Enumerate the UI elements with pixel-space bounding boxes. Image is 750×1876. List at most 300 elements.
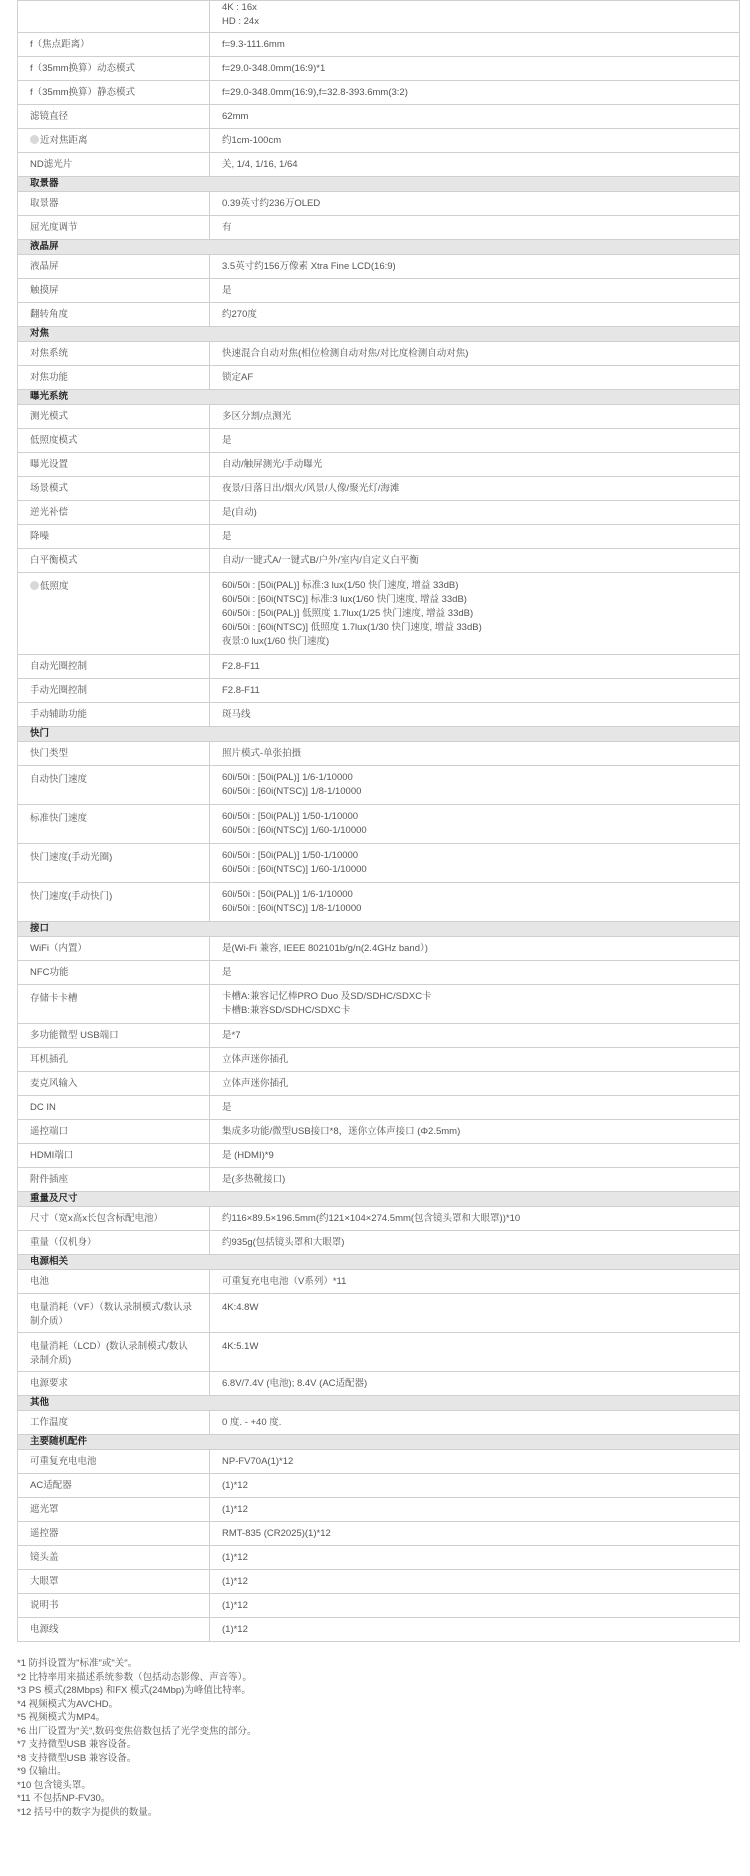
row-label (18, 549, 210, 573)
section-title: 液晶屏 (18, 240, 740, 255)
row-label-text: 逆光补偿 (30, 506, 69, 518)
row-value (210, 105, 740, 129)
row-label (18, 81, 210, 105)
row-value (210, 342, 740, 366)
row-value-text: 0 度. - +40 度. (222, 1416, 282, 1428)
row-label (18, 1618, 210, 1642)
row-label (18, 1231, 210, 1255)
row-label-text: 电池 (30, 1275, 50, 1287)
value-line: 60i/50i : [50i(PAL)] 1/6-1/10000 (222, 889, 353, 900)
value-line: 60i/50i : [50i(PAL)] 低照度 1.7lux(1/25 快门速度, 增益 33dB) (222, 607, 474, 619)
row-value (210, 477, 740, 501)
row-label (18, 1168, 210, 1192)
row-value (210, 1, 740, 33)
row-label-text: 降噪 (30, 530, 50, 542)
row-value-text: 夜景/日落日出/烟火/风景/人像/聚光灯/海滩 (222, 482, 400, 494)
section-title: 取景器 (18, 177, 740, 192)
row-value-text: 约935g(包括镜头罩和大眼罩) (222, 1236, 345, 1248)
row-label (18, 1372, 210, 1396)
row-value-text: (1)*12 (222, 1503, 248, 1515)
row-value (210, 1450, 740, 1474)
row-value (210, 1411, 740, 1435)
section-header (18, 727, 740, 742)
row-label (18, 937, 210, 961)
row-value (210, 985, 740, 1024)
value-line: 60i/50i : [60i(NTSC)] 1/8-1/10000 (222, 903, 362, 914)
table-row (18, 153, 740, 177)
row-label (18, 844, 210, 883)
row-label-text: 说明书 (30, 1599, 59, 1611)
row-label (18, 1207, 210, 1231)
row-label-text: 多功能微型 USB端口 (30, 1029, 119, 1041)
row-label-text: 取景器 (30, 197, 59, 209)
section-title: 主要随机配件 (18, 1435, 740, 1450)
table-row (18, 679, 740, 703)
footnote: *6 出厂设置为"关",数码变焦倍数包括了光学变焦的部分。 (17, 1725, 257, 1737)
row-label (18, 1411, 210, 1435)
row-label-text: ND滤光片 (30, 158, 73, 170)
table-row (18, 33, 740, 57)
section-header (18, 1396, 740, 1411)
row-label-text: 工作温度 (30, 1416, 69, 1428)
table-row (18, 1450, 740, 1474)
section-title: 快门 (18, 727, 740, 742)
row-label-text: 低照度 (40, 581, 69, 592)
table-row (18, 703, 740, 727)
row-label-text: 尺寸（宽x高x长包含标配电池） (30, 1212, 164, 1224)
table-row (18, 766, 740, 805)
row-value-text: 约270度 (222, 308, 257, 320)
row-label (18, 366, 210, 390)
value-line: 60i/50i : [50i(PAL)] 标准:3 lux(1/50 快门速度, 增益 33dB) (222, 579, 459, 591)
row-label (18, 57, 210, 81)
row-value (210, 216, 740, 240)
row-value-text: 是 (222, 1101, 232, 1113)
table-row (18, 255, 740, 279)
row-label (18, 742, 210, 766)
row-value-text: 3.5英寸约156万像素 Xtra Fine LCD(16:9) (222, 260, 396, 272)
footnote: *5 视频模式为MP4。 (17, 1712, 106, 1723)
row-label (18, 525, 210, 549)
value-line: 60i/50i : [50i(PAL)] 1/50-1/10000 (222, 850, 359, 861)
row-value (210, 844, 740, 883)
row-value-text: 自动/触屏测光/手动曝光 (222, 458, 323, 470)
row-value (210, 303, 740, 327)
footnote: *10 包含镜头罩。 (17, 1779, 91, 1791)
table-row (18, 1168, 740, 1192)
value-line: 4K : 16x (222, 2, 257, 13)
row-label-text: 翻转角度 (30, 308, 69, 320)
row-label (18, 216, 210, 240)
table-row (18, 655, 740, 679)
table-row (18, 844, 740, 883)
row-label (18, 961, 210, 985)
table-row (18, 501, 740, 525)
table-row (18, 549, 740, 573)
row-label-text: WiFi（内置） (30, 942, 87, 954)
footnote: *2 比特率用来描述系统参数（包括动态影像、声音等）。 (17, 1671, 252, 1683)
row-value (210, 33, 740, 57)
section-header (18, 1192, 740, 1207)
row-label (18, 1270, 210, 1294)
row-label-text: 自动光圈控制 (30, 660, 88, 672)
row-label (18, 1498, 210, 1522)
table-row (18, 342, 740, 366)
row-value (210, 549, 740, 573)
row-label (18, 766, 210, 805)
row-value-text: 多区分割/点测光 (222, 410, 292, 422)
row-value (210, 1096, 740, 1120)
row-value (210, 655, 740, 679)
table-row (18, 525, 740, 549)
row-label (18, 153, 210, 177)
row-label-text: 滤镜直径 (30, 110, 69, 122)
row-label (18, 573, 210, 655)
row-label (18, 453, 210, 477)
section-title: 曝光系统 (18, 390, 740, 405)
row-value-text: f=29.0-348.0mm(16:9),f=32.8-393.6mm(3:2) (222, 86, 408, 98)
row-value-text: 4K:4.8W (222, 1302, 259, 1313)
row-value (210, 1498, 740, 1522)
row-value-text: 自动/一键式A/一键式B/户外/室内/自定义白平衡 (222, 554, 419, 566)
row-label-text: f（35mm换算）静态模式 (30, 86, 136, 98)
row-label-text: 标准快门速度 (30, 813, 88, 824)
row-label-text: 遥控器 (30, 1527, 59, 1539)
row-label-text: 可重复充电电池 (30, 1455, 97, 1467)
row-value-text: (1)*12 (222, 1575, 248, 1587)
row-value (210, 766, 740, 805)
row-label (18, 1048, 210, 1072)
row-value-text: (1)*12 (222, 1551, 248, 1563)
row-value (210, 1372, 740, 1396)
row-value (210, 1333, 740, 1372)
value-line: 夜景:0 lux(1/60 快门速度) (222, 635, 330, 647)
section-header (18, 240, 740, 255)
row-value (210, 1522, 740, 1546)
row-value-text: F2.8-F11 (222, 660, 260, 672)
table-row (18, 937, 740, 961)
section-title: 接口 (18, 922, 740, 937)
table-row (18, 1333, 740, 1372)
row-value (210, 453, 740, 477)
table-row (18, 742, 740, 766)
section-header (18, 390, 740, 405)
row-label-text: DC IN (30, 1101, 56, 1113)
row-label (18, 33, 210, 57)
table-row (18, 1024, 740, 1048)
row-value (210, 279, 740, 303)
row-label (18, 1450, 210, 1474)
row-label (18, 985, 210, 1024)
row-value (210, 153, 740, 177)
footnote: *4 视频模式为AVCHD。 (17, 1698, 119, 1710)
row-value-text: 是*7 (222, 1029, 241, 1041)
table-row (18, 1570, 740, 1594)
table-row (18, 279, 740, 303)
footnote: *8 支持微型USB 兼容设备。 (17, 1752, 137, 1764)
row-value (210, 1120, 740, 1144)
row-value-text: 0.39英寸约236万OLED (222, 197, 321, 209)
row-value (210, 679, 740, 703)
row-label (18, 805, 210, 844)
row-label-text: 触摸屏 (30, 284, 59, 296)
row-value (210, 1207, 740, 1231)
row-value-text: 锁定AF (222, 371, 254, 383)
row-label-text: 对焦功能 (30, 371, 69, 383)
row-value (210, 501, 740, 525)
row-label-text: 电源要求 (30, 1377, 69, 1389)
section-title: 对焦 (18, 327, 740, 342)
row-value-text: 快速混合自动对焦(相位检测自动对焦/对比度检测自动对焦) (222, 347, 469, 359)
table-row (18, 216, 740, 240)
row-value (210, 1570, 740, 1594)
row-label-text: 快门速度(手动光圈) (30, 852, 113, 863)
row-value-text: 4K:5.1W (222, 1341, 259, 1352)
footnote: *9 仅输出。 (17, 1766, 67, 1777)
spec-table-body (18, 1, 740, 1642)
row-value-text: 有 (222, 221, 232, 233)
table-row (18, 81, 740, 105)
row-value (210, 742, 740, 766)
value-line: 60i/50i : [60i(NTSC)] 1/60-1/10000 (222, 825, 367, 836)
row-value (210, 1048, 740, 1072)
row-value-text: 是(自动) (222, 506, 257, 518)
row-label (18, 1594, 210, 1618)
row-value (210, 525, 740, 549)
row-value (210, 1168, 740, 1192)
value-line: HD : 24x (222, 16, 259, 27)
row-value-text: 照片模式-单张拍摄 (222, 747, 302, 759)
row-label-text: 屈光度调节 (30, 221, 78, 233)
row-value (210, 255, 740, 279)
row-value-text: 可重复充电电池（V系列）*11 (222, 1275, 347, 1287)
footnote: *7 支持微型USB 兼容设备。 (17, 1739, 137, 1750)
row-value (210, 81, 740, 105)
section-title: 电源相关 (18, 1255, 740, 1270)
row-label-text: 遥控端口 (30, 1125, 69, 1137)
row-label (18, 1474, 210, 1498)
row-label-text: f（焦点距离） (30, 38, 90, 50)
table-row (18, 129, 740, 153)
row-value-text: f=9.3-111.6mm (222, 38, 285, 50)
row-value-text: 是 (222, 966, 232, 978)
row-label-text: AC适配器 (30, 1479, 72, 1491)
row-label (18, 477, 210, 501)
circle-icon (30, 135, 39, 144)
row-label-text: 电量消耗（VF）（数认录制模式/数认录制介质） (30, 1302, 193, 1327)
row-value-text: 立体声迷你插孔 (222, 1053, 289, 1065)
table-row (18, 1120, 740, 1144)
section-header (18, 1435, 740, 1450)
row-label-text: 大眼罩 (30, 1575, 59, 1587)
section-title: 重量及尺寸 (18, 1192, 740, 1207)
table-row (18, 961, 740, 985)
row-value-text: f=29.0-348.0mm(16:9)*1 (222, 62, 326, 74)
table-row (18, 303, 740, 327)
row-value (210, 1024, 740, 1048)
table-row (18, 1207, 740, 1231)
row-label (18, 1333, 210, 1372)
row-value-text: 约1cm-100cm (222, 134, 282, 146)
value-line: 60i/50i : [60i(NTSC)] 低照度 1.7lux(1/30 快门速度, 增益 33dB) (222, 621, 482, 633)
table-row (18, 1411, 740, 1435)
value-line: 60i/50i : [50i(PAL)] 1/6-1/10000 (222, 772, 353, 783)
footnote: *1 防抖设置为"标准"或"关"。 (17, 1658, 138, 1669)
row-label-text: 对焦系统 (30, 347, 69, 359)
row-label (18, 1024, 210, 1048)
row-label (18, 1144, 210, 1168)
table-row (18, 1474, 740, 1498)
footnote: *11 不包括NP-FV30。 (17, 1793, 111, 1804)
table-row (18, 1048, 740, 1072)
table-row (18, 453, 740, 477)
row-label (18, 679, 210, 703)
row-value (210, 1594, 740, 1618)
row-value-text: 是(Wi-Fi 兼容, IEEE 802101b/g/n(2.4GHz band）) (222, 942, 428, 954)
value-line: 卡槽A:兼容记忆棒PRO Duo 及SD/SDHC/SDXC卡 (222, 991, 432, 1002)
footnote: *3 PS 模式(28Mbps) 和FX 模式(24Mbp)为峰值比特率。 (17, 1685, 251, 1696)
value-line: 60i/50i : [50i(PAL)] 1/50-1/10000 (222, 811, 359, 822)
row-value-text: F2.8-F11 (222, 684, 260, 696)
table-row (18, 405, 740, 429)
row-value (210, 1474, 740, 1498)
table-row (18, 1096, 740, 1120)
row-label-text: 电源线 (30, 1623, 59, 1635)
row-label-text: 快门速度(手动快门) (30, 891, 113, 902)
row-value-text: (1)*12 (222, 1623, 248, 1635)
section-header (18, 1255, 740, 1270)
row-value-text: RMT-835 (CR2025)(1)*12 (222, 1527, 331, 1539)
row-label (18, 1120, 210, 1144)
value-line: 60i/50i : [60i(NTSC)] 1/8-1/10000 (222, 786, 362, 797)
row-label (18, 105, 210, 129)
row-label (18, 192, 210, 216)
table-row (18, 1231, 740, 1255)
row-label (18, 342, 210, 366)
row-label (18, 1570, 210, 1594)
row-value (210, 1618, 740, 1642)
row-value (210, 1144, 740, 1168)
row-label-text: 耳机插孔 (30, 1053, 69, 1065)
table-row (18, 105, 740, 129)
section-title: 其他 (18, 1396, 740, 1411)
table-row (18, 57, 740, 81)
row-value (210, 129, 740, 153)
row-label-text: 白平衡模式 (30, 554, 78, 566)
row-value (210, 192, 740, 216)
row-label (18, 405, 210, 429)
row-label-text: 测光模式 (30, 410, 69, 422)
row-label-text: f（35mm换算）动态模式 (30, 62, 136, 74)
table-row (18, 985, 740, 1024)
row-label-text: 液晶屏 (30, 260, 59, 272)
row-value-text: 62mm (222, 110, 249, 122)
row-value (210, 366, 740, 390)
table-row (18, 477, 740, 501)
row-value (210, 1072, 740, 1096)
row-label (18, 1096, 210, 1120)
row-label-text: 附件插座 (30, 1173, 69, 1185)
row-label-text: 重量（仅机身） (30, 1236, 97, 1248)
row-label-text: 电量消耗（LCD）(数认录制模式/数认录制介质) (30, 1341, 188, 1366)
spec-table (17, 0, 740, 1642)
row-value (210, 937, 740, 961)
footnotes (17, 1657, 717, 1819)
row-value (210, 405, 740, 429)
row-label (18, 703, 210, 727)
row-value-text: 6.8V/7.4V (电池); 8.4V (AC适配器) (222, 1377, 368, 1389)
row-label-text: 存储卡卡槽 (30, 993, 78, 1004)
row-label-text: 曝光设置 (30, 458, 69, 470)
table-row (18, 1, 740, 33)
row-label-text: 快门类型 (30, 747, 69, 759)
table-row (18, 805, 740, 844)
row-value (210, 1546, 740, 1570)
row-label-text: 镜头盖 (30, 1551, 59, 1563)
row-value (210, 1294, 740, 1333)
row-label (18, 1, 210, 33)
table-row (18, 1594, 740, 1618)
table-row (18, 1294, 740, 1333)
row-label (18, 1522, 210, 1546)
table-row (18, 573, 740, 655)
section-header (18, 177, 740, 192)
row-label-text: 手动辅助功能 (30, 708, 88, 720)
table-row (18, 1498, 740, 1522)
row-value-text: (1)*12 (222, 1479, 248, 1491)
row-value (210, 1270, 740, 1294)
row-label-text: HDMI端口 (30, 1149, 74, 1161)
row-value-text: 是 (222, 434, 232, 446)
row-label (18, 883, 210, 922)
table-row (18, 1522, 740, 1546)
row-value-text: 斑马线 (222, 708, 251, 720)
row-label (18, 279, 210, 303)
table-row (18, 1144, 740, 1168)
section-header (18, 922, 740, 937)
row-label (18, 255, 210, 279)
value-line: 60i/50i : [60i(NTSC)] 1/60-1/10000 (222, 864, 367, 875)
table-row (18, 1618, 740, 1642)
row-value-text: 是 (222, 530, 232, 542)
row-label (18, 501, 210, 525)
table-row (18, 192, 740, 216)
table-row (18, 1072, 740, 1096)
value-line: 卡槽B:兼容SD/SDHC/SDXC卡 (222, 1005, 351, 1016)
row-label (18, 1546, 210, 1570)
row-value-text: (1)*12 (222, 1599, 248, 1611)
row-label-text: 低照度模式 (30, 434, 78, 446)
row-label (18, 655, 210, 679)
row-value (210, 57, 740, 81)
row-value-text: 约116×89.5×196.5mm(约121×104×274.5mm(包含镜头罩和大眼罩))*10 (222, 1212, 521, 1224)
row-label (18, 1072, 210, 1096)
row-label-text: 遮光罩 (30, 1503, 59, 1515)
row-value (210, 1231, 740, 1255)
table-row (18, 1372, 740, 1396)
row-value-text: 是 (222, 284, 232, 296)
row-label (18, 129, 210, 153)
row-value-text: 关, 1/4, 1/16, 1/64 (222, 158, 298, 170)
row-value-text: 集成多功能/微型USB接口*8，迷你立体声接口 (Φ2.5mm) (222, 1125, 461, 1137)
table-row (18, 1546, 740, 1570)
row-label-text: 麦克风输入 (30, 1077, 78, 1089)
row-value (210, 573, 740, 655)
table-row (18, 366, 740, 390)
row-value-text: 是(多热靴接口) (222, 1173, 286, 1185)
row-label (18, 303, 210, 327)
table-row (18, 1270, 740, 1294)
